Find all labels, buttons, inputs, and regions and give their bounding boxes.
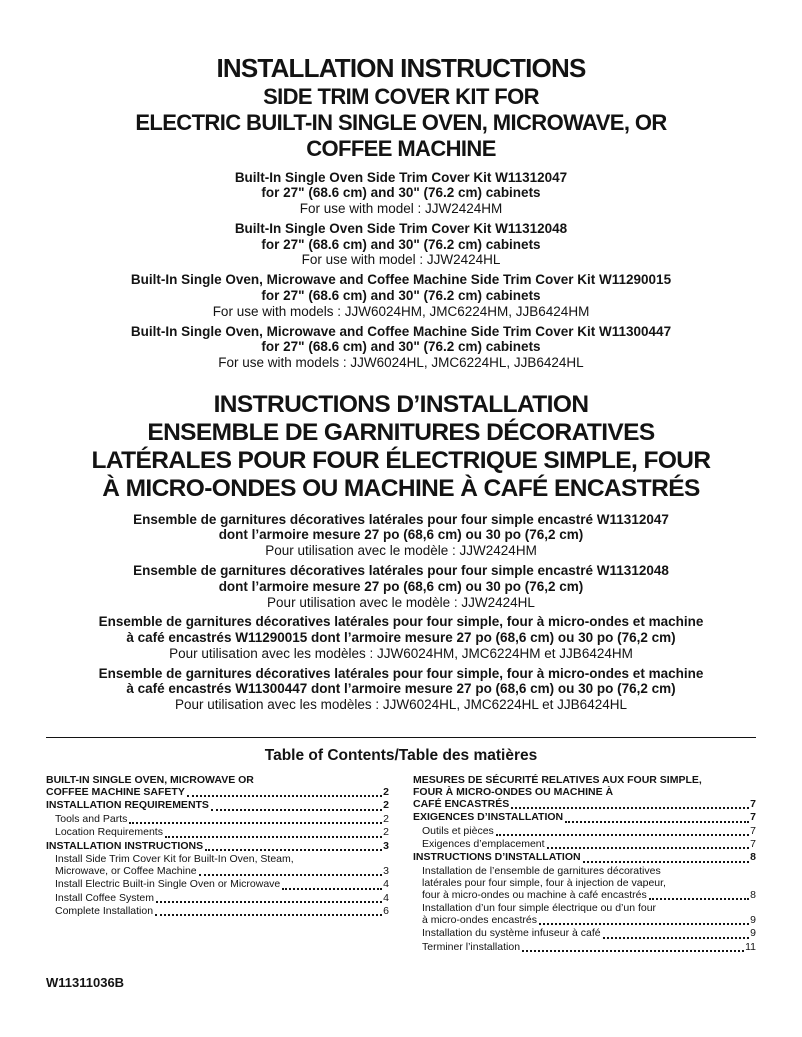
french-title-block [46,391,756,504]
toc-entry-label: Location Requirements [55,826,163,839]
kit-entry [46,170,756,217]
document-title-line: COFFEE MACHINE [306,135,496,161]
toc-entry [46,841,389,853]
document-title-line: LATÉRALES POUR FOUR ÉLECTRIQUE SIMPLE, FOUR [91,447,711,475]
toc-entry-row [55,906,389,918]
kit-title-line: for 27" (68.6 cm) and 30" (76.2 cm) cabinets [261,236,541,252]
document-title-line: À MICRO-ONDES OU MACHINE À CAFÉ ENCASTRÉS [102,475,700,503]
kit-title-line: Built-In Single Oven, Microwave and Coffee Machine Side Trim Cover Kit W11290015 [130,272,672,288]
toc-entry-label: INSTRUCTIONS D’INSTALLATION [413,851,581,864]
toc-leader-dots [522,942,744,952]
kit-title-line: à café encastrés W11300447 dont l’armoire mesure 27 po (68,6 cm) ou 30 po (76,2 cm) [126,681,676,697]
toc-entry-label: Exigences d’emplacement [422,838,545,850]
kit-title-line: Built-In Single Oven, Microwave and Coffee Machine Side Trim Cover Kit W11300447 [130,323,672,339]
toc-entry-label: EXIGENCES D’INSTALLATION [413,811,564,824]
toc-entry-row [55,814,389,826]
toc-entry-page: 3 [383,839,389,852]
toc-entry-label: Install Electric Built-in Single Oven or Microwave [55,878,281,891]
document-title-line: ELECTRIC BUILT-IN SINGLE OVEN, MICROWAVE, OR [135,109,667,135]
toc-entry-row [422,890,756,902]
kit-model-line: For use with model : JJW2424HL [301,252,501,268]
toc-entry-row [55,893,389,905]
toc-leader-dots [649,890,749,900]
toc-entry-label: Tools and Parts [55,812,128,825]
kit-entry [46,563,756,610]
kit-model-line: For use with models : JJW6024HL, JMC6224HL, JJB6424HL [218,355,584,371]
kit-title-line: Built-In Single Oven Side Trim Cover Kit W11312048 [234,220,568,236]
kit-model-line: Pour utilisation avec les modèles : JJW6024HM, JMC6224HM et JJB6424HM [169,645,633,661]
toc-entry-page: 2 [383,799,389,812]
toc-entry-label: Terminer l’installation [422,940,521,953]
toc-entry-row [46,841,389,853]
toc-entry-page: 9 [750,913,756,926]
kit-title-line: Ensemble de garnitures décoratives latérales pour four simple, four à micro-ondes et machine [98,665,704,681]
kit-model-line: Pour utilisation avec le modèle : JJW2424HL [267,594,535,610]
toc-entry-page: 3 [383,864,389,877]
toc-entry-row [413,852,756,864]
toc-entry-label: à micro-ondes encastrés [422,913,537,926]
table-of-contents [46,747,756,955]
toc-entry [46,906,389,918]
french-kit-list [46,512,756,713]
toc-entry-row [422,826,756,838]
toc-entry-label: Installation de l’ensemble de garnitures décoratives [422,864,661,877]
kit-entry [46,324,756,371]
toc-entry-page: 2 [383,826,389,839]
kit-model-line: For use with model : JJW2424HM [299,201,503,217]
kit-title-line: Ensemble de garnitures décoratives latérales pour four simple, four à micro-ondes et machine [98,614,704,630]
toc-entry-label: BUILT-IN SINGLE OVEN, MICROWAVE OR [46,773,254,786]
kit-title-line: for 27" (68.6 cm) and 30" (76.2 cm) cabinets [261,339,541,355]
toc-entry-label: Install Coffee System [55,891,155,904]
toc-entry-row [413,812,756,824]
toc-entry [413,775,756,811]
english-kit-list [46,170,756,371]
toc-divider-line [46,737,756,738]
toc-entry-page: 2 [383,785,389,798]
kit-model-line: Pour utilisation avec les modèles : JJW6024HL, JMC6224HL et JJB6424HL [175,697,627,713]
toc-leader-dots [603,928,750,938]
toc-entry [46,827,389,839]
document-title-line: INSTRUCTIONS D’INSTALLATION [213,390,589,418]
toc-entry-page: 2 [383,812,389,825]
toc-leader-dots [187,787,382,797]
toc-entry-label: INSTALLATION REQUIREMENTS [46,799,209,812]
toc-leader-dots [129,814,382,824]
kit-entry [46,272,756,319]
toc-entry [46,775,389,799]
toc-entry-row [422,839,756,851]
toc-entry-label: MESURES DE SÉCURITÉ RELATIVES AUX FOUR SIMPLE, [413,773,702,786]
toc-leader-dots [165,827,382,837]
toc-entry-label: latérales pour four simple, four à injection de vapeur, [422,876,666,889]
toc-entry-label: Complete Installation [55,905,154,918]
kit-title-line: dont l’armoire mesure 27 po (68,6 cm) ou 30 po (76,2 cm) [218,578,584,594]
toc-leader-dots [199,866,383,876]
toc-leader-dots [539,915,749,925]
toc-leader-dots [205,841,382,851]
toc-entry [413,903,756,927]
toc-leader-dots [565,812,749,822]
toc-entry-row [422,942,756,954]
toc-entry-page: 8 [750,888,756,901]
kit-entry [46,221,756,268]
kit-entry [46,614,756,661]
toc-leader-dots [156,893,382,903]
toc-entry [46,800,389,812]
kit-model-line: Pour utilisation avec le modèle : JJW2424HM [265,543,537,559]
toc-entry [413,826,756,838]
toc-entry-page: 9 [750,927,756,940]
toc-entry-row [422,928,756,940]
kit-title-line: Built-In Single Oven Side Trim Cover Kit W11312047 [234,169,568,185]
kit-entry [46,666,756,713]
document-title-line: ENSEMBLE DE GARNITURES DÉCORATIVES [147,419,655,447]
toc-entry [413,942,756,954]
toc-entry-page: 7 [750,838,756,850]
toc-leader-dots [282,879,382,889]
toc-entry-row [46,787,389,799]
toc-entry [46,879,389,891]
toc-entry-page: 11 [745,940,756,953]
toc-entry [46,854,389,878]
toc-leader-dots [511,799,749,809]
toc-entry-page: 8 [750,851,756,864]
toc-leader-dots [583,852,750,862]
toc-entry-page: 7 [750,797,756,810]
toc-columns [46,775,756,955]
toc-entry [46,814,389,826]
document-title-line: INSTALLATION INSTRUCTIONS [216,53,586,83]
toc-entry [413,812,756,824]
toc-entry-label: INSTALLATION INSTRUCTIONS [46,839,204,852]
toc-entry [46,893,389,905]
toc-leader-dots [211,800,382,810]
toc-entry-page: 7 [750,824,756,837]
document-title-line: SIDE TRIM COVER KIT FOR [263,83,539,109]
toc-leader-dots [496,826,749,836]
kit-model-line: For use with models : JJW6024HM, JMC6224HM, JJB6424HM [212,303,590,319]
toc-entry [413,928,756,940]
toc-entry-row [413,799,756,811]
toc-entry [413,866,756,902]
english-title-block [46,53,756,162]
toc-entry-label: CAFÉ ENCASTRÉS [413,797,510,810]
toc-entry-label: Installation d’un four simple électrique ou d’un four [422,902,657,915]
kit-title-line: for 27" (68.6 cm) and 30" (76.2 cm) cabinets [261,288,541,303]
toc-entry-row [46,800,389,812]
toc-entry-label: Installation du système infuseur à café [422,927,601,940]
kit-title-line: à café encastrés W11290015 dont l’armoire mesure 27 po (68,6 cm) ou 30 po (76,2 cm) [126,630,676,646]
toc-entry-row [55,827,389,839]
toc-entry [413,839,756,851]
kit-title-line: Ensemble de garnitures décoratives latérales pour four simple encastré W11312048 [133,562,669,578]
toc-entry-page: 7 [750,811,756,824]
toc-entry-label: COFFEE MACHINE SAFETY [46,785,185,798]
toc-entry-row [422,915,756,927]
toc-entry [413,852,756,864]
kit-title-line: dont l’armoire mesure 27 po (68,6 cm) ou 30 po (76,2 cm) [218,527,584,543]
kit-title-line: Ensemble de garnitures décoratives latérales pour four simple encastré W11312047 [133,511,669,527]
toc-entry-row [55,866,389,878]
kit-entry [46,512,756,559]
toc-entry-page: 4 [383,891,389,904]
toc-entry-label: FOUR À MICRO-ONDES OU MACHINE À [413,785,614,798]
document-number: W11311036B [46,975,125,990]
toc-entry-label: Install Side Trim Cover Kit for Built-In Oven, Steam, [55,852,294,865]
toc-title: Table of Contents/Table des matières [264,746,538,764]
toc-entry-row [55,879,389,891]
toc-leader-dots [155,906,382,916]
toc-entry-page: 6 [383,905,389,918]
toc-entry-page: 4 [383,878,389,891]
document-footer [46,975,124,990]
toc-entry-label: Microwave, or Coffee Machine [55,864,197,877]
toc-column-french [413,775,756,955]
kit-title-line: for 27" (68.6 cm) and 30" (76.2 cm) cabinets [261,185,541,201]
toc-column-english [46,775,389,955]
toc-entry-label: Outils et pièces [422,824,494,837]
toc-entry-label: four à micro-ondes ou machine à café encastrés [422,888,647,901]
toc-leader-dots [547,839,750,849]
